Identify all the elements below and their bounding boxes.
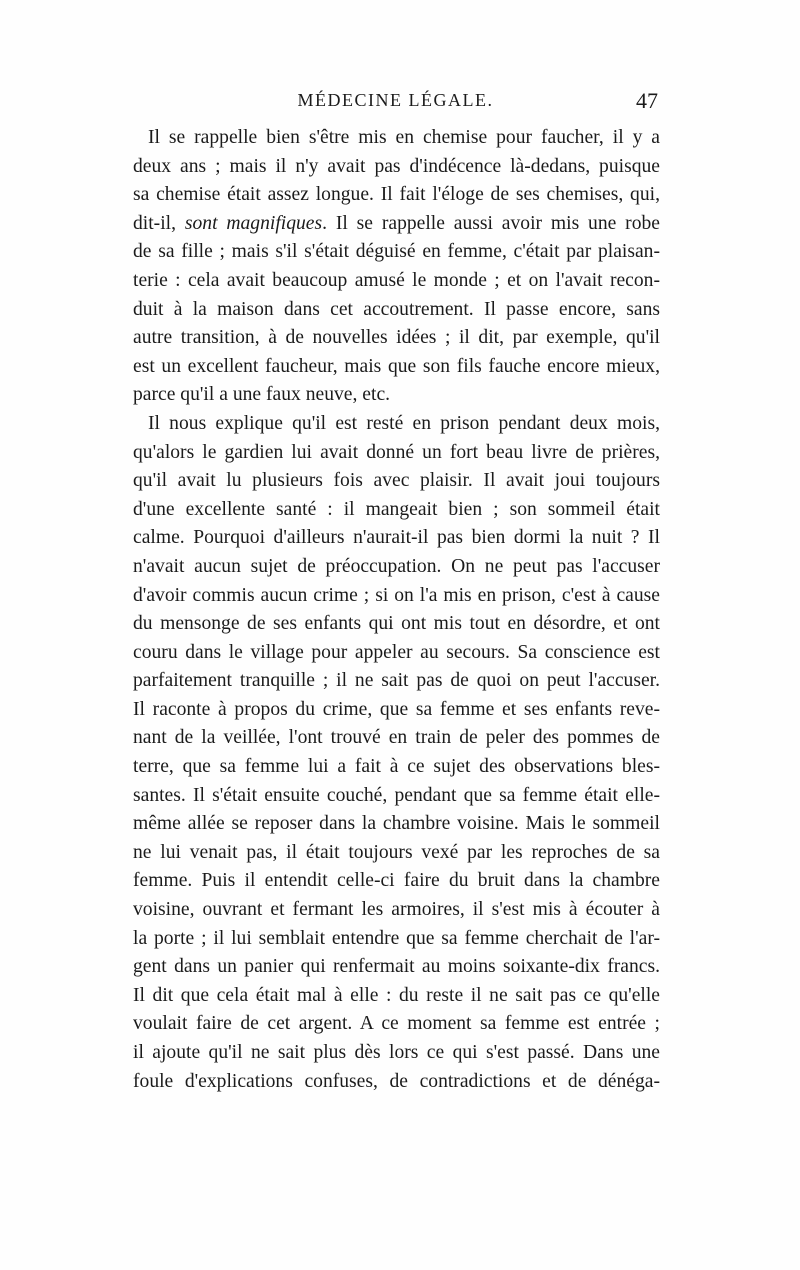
running-title: MÉDECINE LÉGALE. [297, 90, 494, 110]
text-line: du mensonge de ses enfants qui ont mis tout en désordre, et ont [133, 613, 660, 635]
text-line: qu'alors le gardien lui avait donné un fort beau livre de prières, [133, 441, 660, 463]
text-line: parce qu'il a une faux neuve, etc. [133, 384, 391, 406]
text-line: de sa fille ; mais s'il s'était déguisé en femme, c'était par plaisan- [133, 241, 660, 263]
text-line: la porte ; il lui semblait entendre que sa femme cherchait de l'ar- [133, 927, 660, 949]
text-line: Il se rappelle bien s'être mis en chemise pour faucher, il y a [148, 127, 660, 148]
text-line: autre transition, à de nouvelles idées ; il dit, par exemple, qu'il [133, 327, 660, 349]
text-line: d'une excellente santé : il mangeait bien ; son sommeil était [133, 498, 660, 520]
text-line: Il raconte à propos du crime, que sa femme et ses enfants reve- [133, 698, 660, 720]
text-line: n'avait aucun sujet de préoccupation. On ne peut pas l'accuser [133, 555, 660, 577]
text-line: terie : cela avait beaucoup amusé le monde ; et on l'avait recon- [133, 269, 660, 291]
text-line: voisine, ouvrant et fermant les armoires, il s'est mis à écouter à [133, 899, 660, 921]
running-head [133, 90, 658, 116]
text-run: . Il se rappelle aussi avoir mis une robe [322, 212, 660, 234]
paragraph [133, 124, 660, 410]
text-run: dit-il, [133, 212, 185, 234]
text-line: gent dans un panier qui renfermait au moins soixante-dix francs. [133, 956, 660, 978]
text-line: ne lui venait pas, il était toujours vexé par les reproches de sa [133, 841, 660, 863]
text-line: Il nous explique qu'il est resté en prison pendant deux mois, [148, 412, 660, 434]
page-number: 47 [636, 88, 658, 113]
text-line: est un excellent faucheur, mais que son fils fauche encore mieux, [133, 355, 660, 377]
text-line: d'avoir commis aucun crime ; si on l'a mis en prison, c'est à cause [133, 584, 660, 606]
text-line: deux ans ; mais il n'y avait pas d'indécence là-dedans, puisque [133, 155, 660, 177]
text-line: duit à la maison dans cet accoutrement. Il passe encore, sans [133, 298, 660, 320]
text-line: parfaitement tranquille ; il ne sait pas de quoi on peut l'accuser. [133, 670, 660, 692]
text-line: Il dit que cela était mal à elle : du reste il ne sait pas ce qu'elle [133, 984, 660, 1006]
text-line: il ajoute qu'il ne sait plus dès lors ce qui s'est passé. Dans une [133, 1042, 660, 1063]
text-line: même allée se reposer dans la chambre voisine. Mais le sommeil [133, 813, 660, 835]
text-line: calme. Pourquoi d'ailleurs n'aurait-il pas bien dormi la nuit ? Il [133, 527, 660, 549]
text-line: femme. Puis il entendit celle-ci faire du bruit dans la chambre [133, 870, 660, 892]
text-line: voulait faire de cet argent. A ce moment sa femme est entrée ; [133, 1013, 660, 1035]
text-line: nant de la veillée, l'ont trouvé en train de peler des pommes de [133, 727, 660, 749]
text-line: qu'il avait lu plusieurs fois avec plaisir. Il avait joui toujours [133, 470, 660, 492]
text-line: couru dans le village pour appeler au secours. Sa conscience est [133, 641, 660, 663]
text-line [133, 210, 660, 239]
italic-phrase: sont magnifiques [184, 212, 323, 234]
text-line: sa chemise était assez longue. Il fait l'éloge de ses chemises, qui, [133, 184, 660, 206]
paragraph [133, 410, 660, 1096]
text-line: terre, que sa femme lui a fait à ce sujet des observations bles- [133, 756, 660, 778]
body-text [133, 124, 660, 1096]
text-line: foule d'explications confuses, de contradictions et de dénéga- [133, 1070, 660, 1092]
text-line: santes. Il s'était ensuite couché, pendant que sa femme était elle- [133, 784, 660, 806]
